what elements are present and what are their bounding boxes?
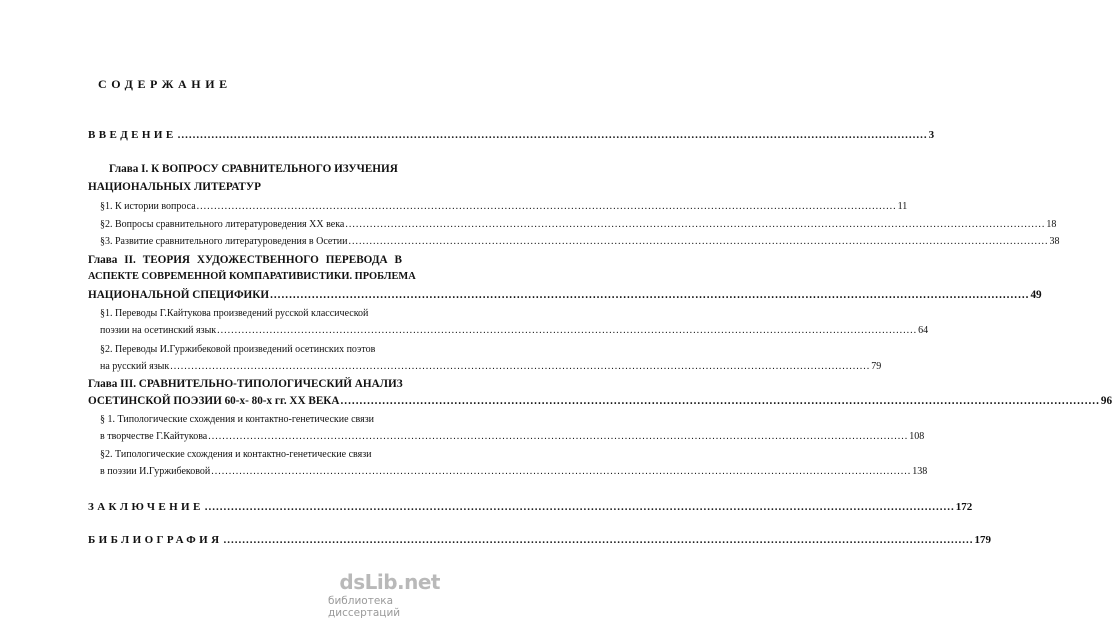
toc-entry-ch3-s1 bbox=[100, 431, 925, 442]
toc-entry-label: в творчестве Г.Кайтукова bbox=[100, 431, 208, 442]
toc-entry-label: в поэзии И.Гуржибековой bbox=[100, 466, 211, 477]
toc-entry-ch1-s2 bbox=[100, 219, 1057, 230]
chapter-3-title-line-1: Глава III. СРАВНИТЕЛЬНО-ТИПОЛОГИЧЕСКИЙ АНАЛИЗ bbox=[88, 378, 403, 390]
leader-dots: ........................................................................................................................................................................................................ bbox=[170, 361, 871, 372]
toc-entry-ch1-s3 bbox=[100, 236, 1060, 247]
ch2-s2-line-1: §2. Переводы И.Гуржибековой произведений осетинских поэтов bbox=[100, 344, 376, 355]
leader-dots: ........................................................................................................................................................................................................ bbox=[345, 219, 1046, 230]
chapter-1-title-line-1: Глава I. К ВОПРОСУ СРАВНИТЕЛЬНОГО ИЗУЧЕНИЯ bbox=[109, 163, 398, 175]
toc-entry-label: §2. Вопросы сравнительного литературоведения XX века bbox=[100, 219, 345, 230]
toc-entry-label: на русский язык bbox=[100, 361, 170, 372]
chapter-1-title-line-2: НАЦИОНАЛЬНЫХ ЛИТЕРАТУР bbox=[88, 181, 261, 193]
toc-entry-label: ОСЕТИНСКОЙ ПОЭЗИИ 60-х- 80-х гг. XX ВЕКА bbox=[88, 395, 340, 407]
watermark bbox=[328, 570, 446, 619]
toc-page-number: 79 bbox=[871, 361, 882, 372]
toc-page-number: 18 bbox=[1046, 219, 1057, 230]
toc-title: СОДЕРЖАНИЕ bbox=[98, 77, 232, 91]
toc-entry-label: БИБЛИОГРАФИЯ bbox=[88, 534, 223, 546]
toc-entry-label: поэзии на осетинский язык bbox=[100, 325, 217, 336]
ch2-s1-line-1: §1. Переводы Г.Кайтукова произведений русской классической bbox=[100, 308, 369, 319]
ch3-s2-line-1: §2. Типологические схождения и контактно-генетические связи bbox=[100, 449, 372, 460]
toc-page-number: 172 bbox=[955, 501, 973, 513]
toc-page-number: 49 bbox=[1030, 289, 1042, 301]
toc-entry-label: ВВЕДЕНИЕ bbox=[88, 129, 177, 141]
leader-dots: ........................................................................................................................................................................................................ bbox=[270, 289, 1030, 301]
chapter-2-title-line-2: АСПЕКТЕ СОВРЕМЕННОЙ КОМПАРАТИВИСТИКИ. ПРОБЛЕМА bbox=[88, 271, 416, 282]
toc-entry-ch1-s1 bbox=[100, 201, 908, 212]
leader-dots: ........................................................................................................................................................................................................ bbox=[196, 201, 897, 212]
toc-entry-conclusion bbox=[88, 501, 973, 513]
toc-entry-label: ЗАКЛЮЧЕНИЕ bbox=[88, 501, 204, 513]
toc-entry-bibliography bbox=[88, 534, 991, 546]
toc-page-number: 108 bbox=[909, 431, 925, 442]
toc-page-number: 64 bbox=[918, 325, 929, 336]
toc-entry-label: §3. Развитие сравнительного литературоведения в Осетии bbox=[100, 236, 348, 247]
leader-dots: ........................................................................................................................................................................................................ bbox=[211, 466, 912, 477]
leader-dots: ........................................................................................................................................................................................................ bbox=[204, 501, 955, 513]
toc-entry-label: §1. К истории вопроса bbox=[100, 201, 196, 212]
toc-entry-intro bbox=[88, 129, 935, 141]
toc-entry-ch2-title bbox=[88, 289, 1042, 301]
leader-dots: ........................................................................................................................................................................................................ bbox=[208, 431, 909, 442]
ch3-s1-line-1: § 1. Типологические схождения и контактно-генетические связи bbox=[100, 414, 375, 425]
toc-page-number: 179 bbox=[974, 534, 991, 546]
toc-page-number: 11 bbox=[897, 201, 908, 212]
chapter-2-title-line-1: Глава II. ТЕОРИЯ ХУДОЖЕСТВЕННОГО ПЕРЕВОДА В bbox=[88, 254, 402, 266]
leader-dots: ........................................................................................................................................................................................................ bbox=[348, 236, 1049, 247]
toc-entry-ch2-s2 bbox=[100, 361, 882, 372]
toc-entry-ch3-title bbox=[88, 395, 1112, 407]
watermark-subtitle: библиотека диссертаций bbox=[328, 595, 401, 619]
watermark-logo[interactable]: dsLib.net bbox=[339, 570, 440, 594]
toc-entry-label: НАЦИОНАЛЬНОЙ СПЕЦИФИКИ bbox=[88, 289, 270, 301]
toc-page-number: 138 bbox=[912, 466, 928, 477]
toc-entry-ch3-s2 bbox=[100, 466, 928, 477]
leader-dots: ........................................................................................................................................................................................................ bbox=[223, 534, 974, 546]
toc-page-number: 96 bbox=[1100, 395, 1112, 407]
toc-entry-ch2-s1 bbox=[100, 325, 929, 336]
toc-page-number: 38 bbox=[1049, 236, 1060, 247]
leader-dots: ........................................................................................................................................................................................................ bbox=[340, 395, 1100, 407]
toc-page-number: 3 bbox=[928, 129, 935, 141]
leader-dots: ........................................................................................................................................................................................................ bbox=[217, 325, 918, 336]
leader-dots: ........................................................................................................................................................................................................ bbox=[177, 129, 928, 141]
